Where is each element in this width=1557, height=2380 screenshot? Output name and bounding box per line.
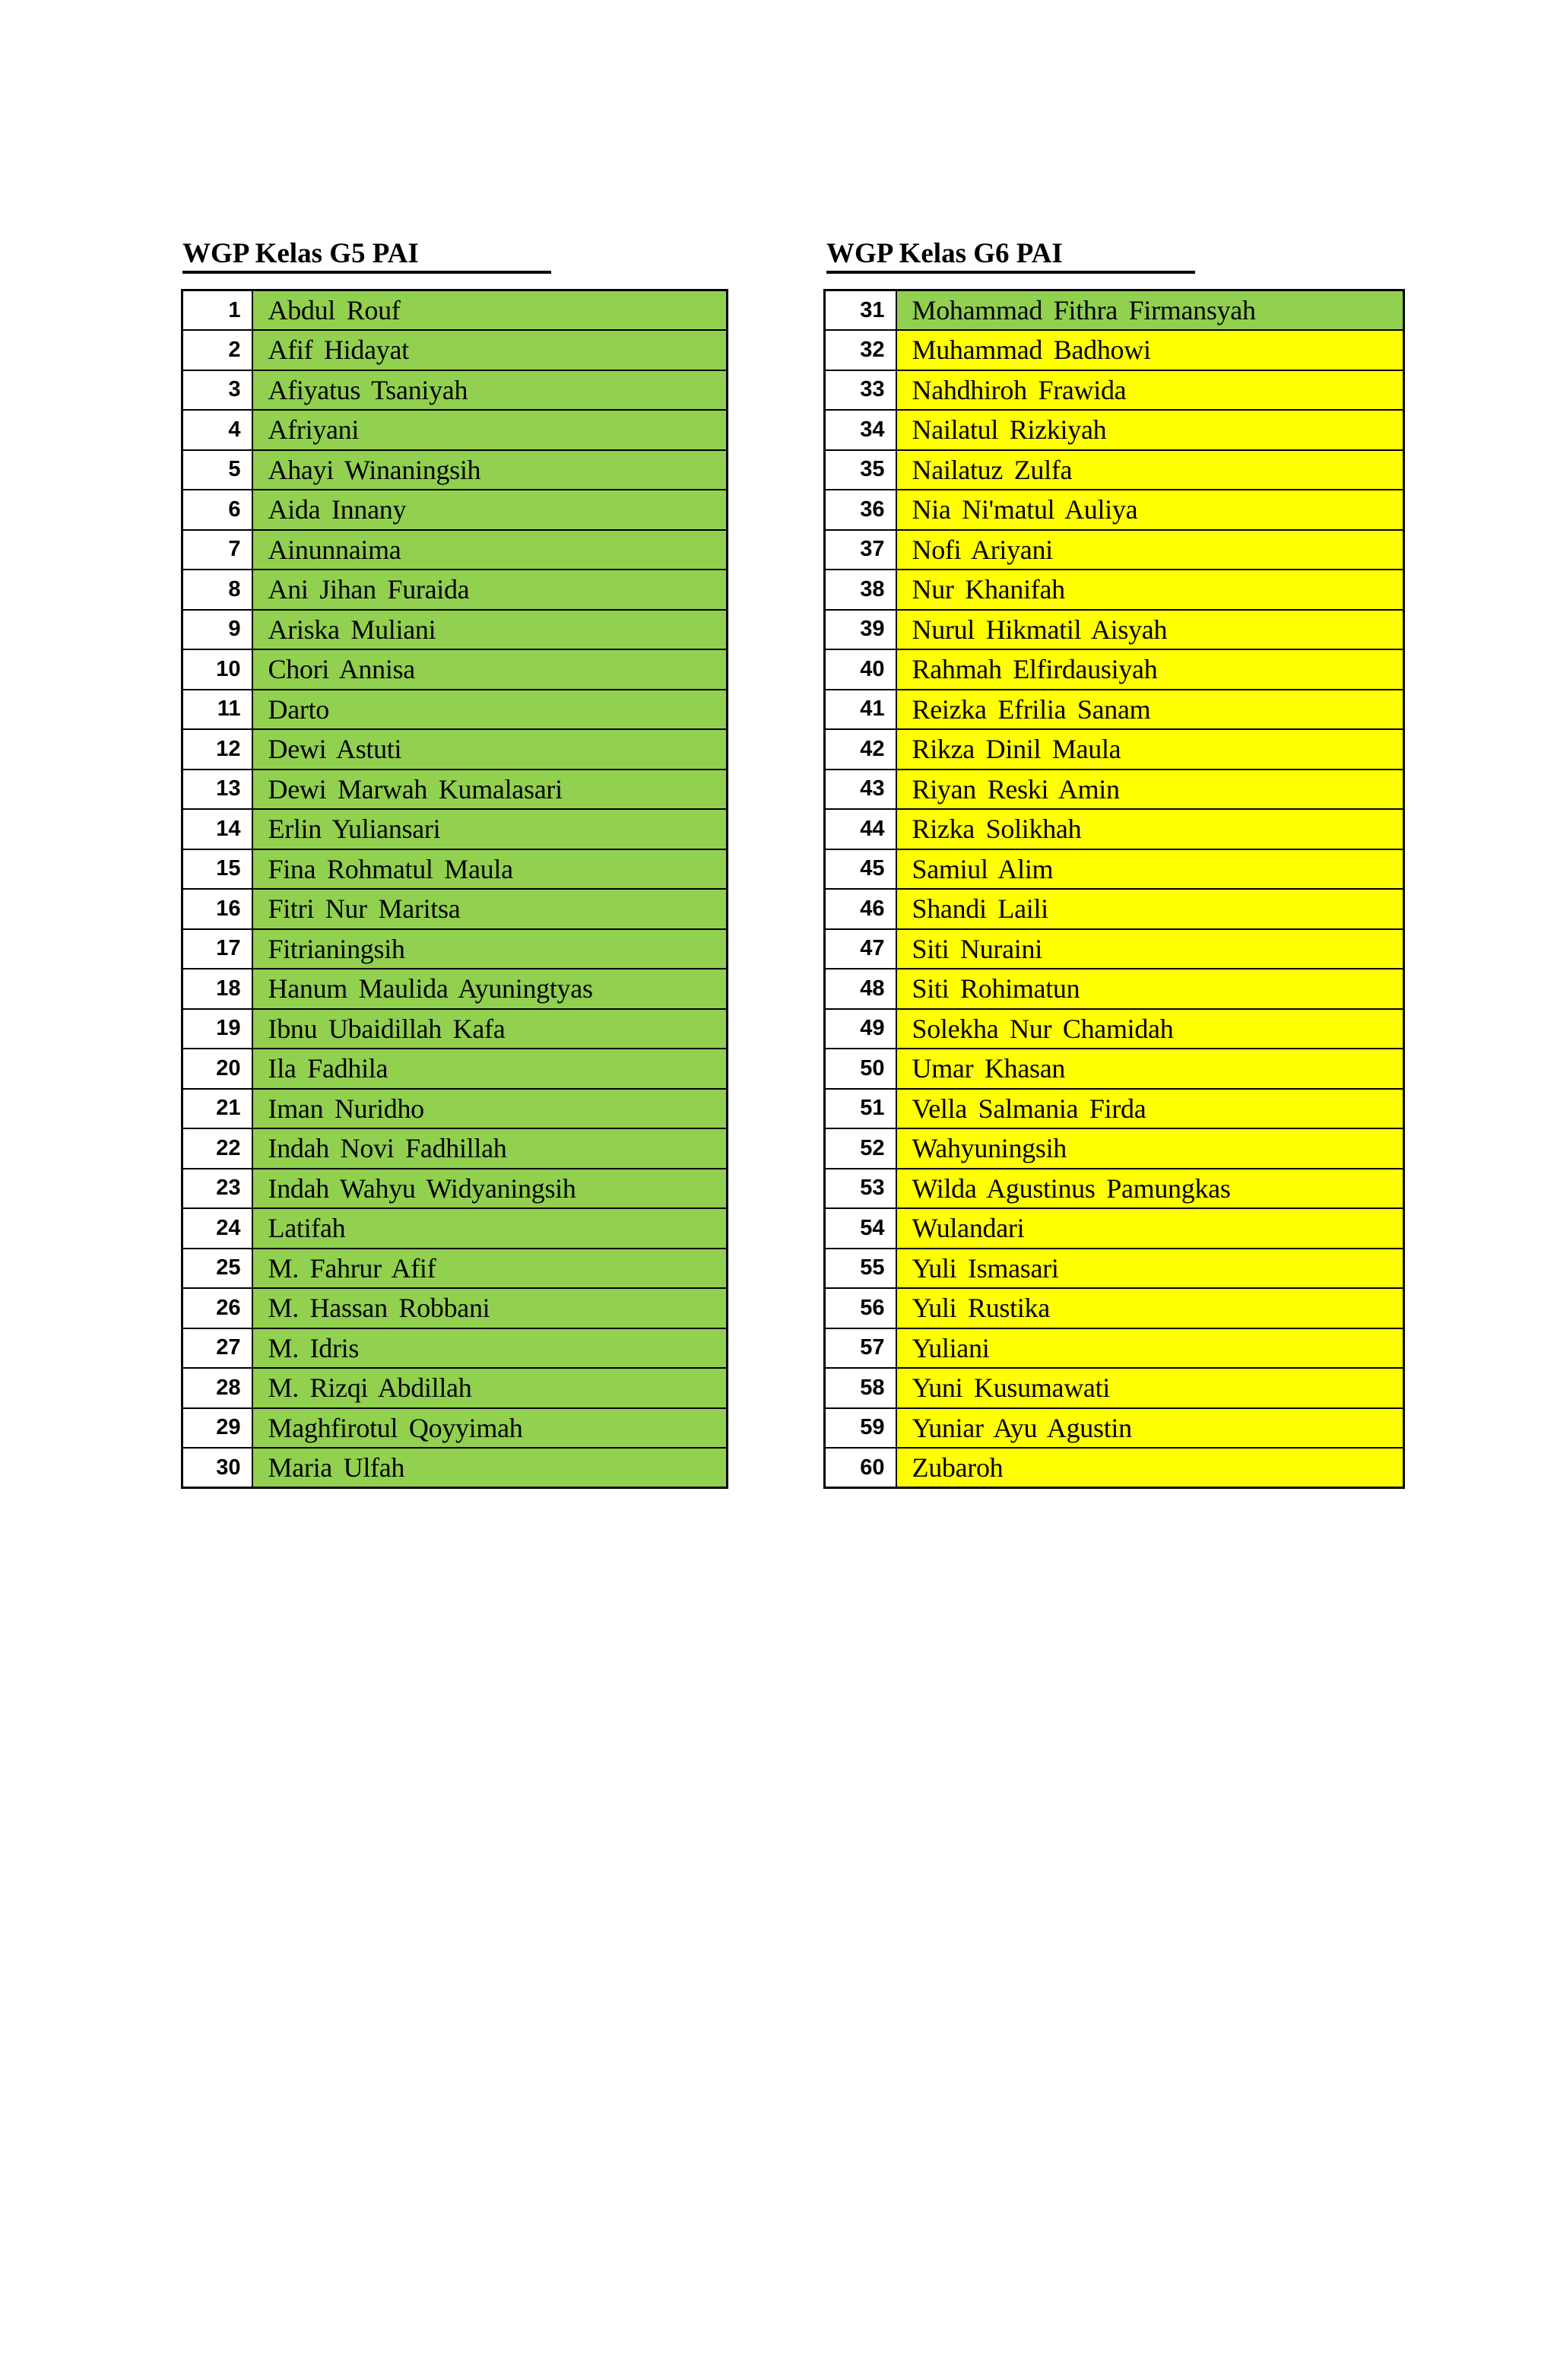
- participant-name: Solekha Nur Chamidah: [896, 1009, 1404, 1049]
- row-number: 28: [182, 1368, 252, 1408]
- row-number: 37: [825, 530, 896, 570]
- row-number: 54: [825, 1208, 896, 1249]
- table-row: [182, 690, 728, 730]
- participant-name: Siti Nuraini: [896, 929, 1404, 969]
- participant-name: Nofi Ariyani: [896, 530, 1404, 570]
- row-number: 13: [182, 770, 252, 810]
- roster-body-g5: [182, 290, 728, 1488]
- table-row: [182, 1049, 728, 1089]
- row-number: 42: [825, 729, 896, 770]
- table-row: [182, 849, 728, 890]
- participant-name: Umar Khasan: [896, 1049, 1404, 1089]
- participant-name: Vella Salmania Firda: [896, 1089, 1404, 1129]
- table-row: [182, 530, 728, 570]
- participant-name: Samiul Alim: [896, 849, 1404, 890]
- row-number: 9: [182, 610, 252, 650]
- table-row: [825, 1128, 1404, 1169]
- table-row: [825, 1328, 1404, 1369]
- table-row: [825, 1249, 1404, 1289]
- roster-table-g5: [181, 289, 728, 1489]
- row-number: 23: [182, 1169, 252, 1209]
- row-number: 49: [825, 1009, 896, 1049]
- row-number: 35: [825, 450, 896, 490]
- table-row: [825, 1408, 1404, 1449]
- row-number: 41: [825, 690, 896, 730]
- table-row: [182, 649, 728, 690]
- participant-name: Yuli Rustika: [896, 1288, 1404, 1328]
- row-number: 53: [825, 1169, 896, 1209]
- table-row: [182, 889, 728, 929]
- participant-name: Aida Innany: [252, 490, 728, 530]
- table-row: [182, 969, 728, 1009]
- row-number: 15: [182, 849, 252, 890]
- row-number: 26: [182, 1288, 252, 1328]
- participant-name: Ainunnaima: [252, 530, 728, 570]
- table-row: [182, 1448, 728, 1488]
- row-number: 58: [825, 1368, 896, 1408]
- row-number: 56: [825, 1288, 896, 1328]
- row-number: 57: [825, 1328, 896, 1369]
- participant-name: Zubaroh: [896, 1448, 1404, 1488]
- participant-name: Fitrianingsih: [252, 929, 728, 969]
- participant-name: Muhammad Badhowi: [896, 330, 1404, 370]
- table-row: [825, 1208, 1404, 1249]
- row-number: 43: [825, 770, 896, 810]
- table-row: [182, 1169, 728, 1209]
- roster-body-g6: [825, 290, 1404, 1488]
- participant-name: Yuni Kusumawati: [896, 1368, 1404, 1408]
- participant-name: Afriyani: [252, 410, 728, 450]
- row-number: 30: [182, 1448, 252, 1488]
- participant-name: Ibnu Ubaidillah Kafa: [252, 1009, 728, 1049]
- participant-name: Yuliani: [896, 1328, 1404, 1369]
- row-number: 6: [182, 490, 252, 530]
- table-row: [182, 1288, 728, 1328]
- participant-name: Riyan Reski Amin: [896, 770, 1404, 810]
- row-number: 27: [182, 1328, 252, 1369]
- table-row: [182, 410, 728, 450]
- table-row: [825, 1368, 1404, 1408]
- participant-name: Abdul Rouf: [252, 290, 728, 331]
- row-number: 33: [825, 370, 896, 411]
- table-row: [825, 770, 1404, 810]
- row-number: 7: [182, 530, 252, 570]
- participant-name: Nur Khanifah: [896, 570, 1404, 610]
- row-number: 2: [182, 330, 252, 370]
- table-row: [825, 1049, 1404, 1089]
- participant-name: Wulandari: [896, 1208, 1404, 1249]
- participant-name: Ahayi Winaningsih: [252, 450, 728, 490]
- row-number: 16: [182, 889, 252, 929]
- table-row: [182, 290, 728, 331]
- class-title-g6: WGP Kelas G6 PAI: [826, 234, 1195, 274]
- table-row: [182, 1368, 728, 1408]
- participant-name: Ila Fadhila: [252, 1049, 728, 1089]
- table-row: [825, 490, 1404, 530]
- participant-name: Afif Hidayat: [252, 330, 728, 370]
- participant-name: Indah Novi Fadhillah: [252, 1128, 728, 1169]
- class-title-g5: WGP Kelas G5 PAI: [182, 234, 551, 274]
- row-number: 51: [825, 1089, 896, 1129]
- table-row: [825, 1089, 1404, 1129]
- row-number: 1: [182, 290, 252, 331]
- row-number: 11: [182, 690, 252, 730]
- participant-name: Chori Annisa: [252, 649, 728, 690]
- row-number: 12: [182, 729, 252, 770]
- table-row: [825, 849, 1404, 890]
- table-row: [182, 1328, 728, 1369]
- table-row: [825, 1169, 1404, 1209]
- table-row: [182, 330, 728, 370]
- row-number: 32: [825, 330, 896, 370]
- participant-name: Nia Ni'matul Auliya: [896, 490, 1404, 530]
- participant-name: Darto: [252, 690, 728, 730]
- table-row: [825, 610, 1404, 650]
- row-number: 20: [182, 1049, 252, 1089]
- row-number: 4: [182, 410, 252, 450]
- table-row: [825, 889, 1404, 929]
- roster-table-g6: [823, 289, 1405, 1489]
- table-row: [825, 410, 1404, 450]
- row-number: 10: [182, 649, 252, 690]
- table-row: [825, 1288, 1404, 1328]
- row-number: 47: [825, 929, 896, 969]
- table-row: [182, 1089, 728, 1129]
- row-number: 40: [825, 649, 896, 690]
- row-number: 22: [182, 1128, 252, 1169]
- participant-name: Rahmah Elfirdausiyah: [896, 649, 1404, 690]
- participant-name: Ariska Muliani: [252, 610, 728, 650]
- participant-name: M. Hassan Robbani: [252, 1288, 728, 1328]
- participant-name: Fina Rohmatul Maula: [252, 849, 728, 890]
- row-number: 48: [825, 969, 896, 1009]
- row-number: 19: [182, 1009, 252, 1049]
- row-number: 3: [182, 370, 252, 411]
- row-number: 38: [825, 570, 896, 610]
- participant-name: Reizka Efrilia Sanam: [896, 690, 1404, 730]
- participant-name: Nahdhiroh Frawida: [896, 370, 1404, 411]
- participant-name: Maria Ulfah: [252, 1448, 728, 1488]
- row-number: 60: [825, 1448, 896, 1488]
- participant-name: Wahyuningsih: [896, 1128, 1404, 1169]
- table-row: [825, 969, 1404, 1009]
- participant-name: Shandi Laili: [896, 889, 1404, 929]
- table-row: [825, 330, 1404, 370]
- table-row: [825, 690, 1404, 730]
- row-number: 24: [182, 1208, 252, 1249]
- participant-name: Yuniar Ayu Agustin: [896, 1408, 1404, 1449]
- table-row: [182, 370, 728, 411]
- participant-name: Dewi Astuti: [252, 729, 728, 770]
- row-number: 39: [825, 610, 896, 650]
- participant-name: M. Fahrur Afif: [252, 1249, 728, 1289]
- table-row: [825, 290, 1404, 331]
- row-number: 46: [825, 889, 896, 929]
- table-row: [825, 1448, 1404, 1488]
- participant-name: Hanum Maulida Ayuningtyas: [252, 969, 728, 1009]
- table-row: [182, 929, 728, 969]
- row-number: 25: [182, 1249, 252, 1289]
- participant-name: Nailatuz Zulfa: [896, 450, 1404, 490]
- table-row: [182, 1208, 728, 1249]
- participant-name: Afiyatus Tsaniyah: [252, 370, 728, 411]
- participant-name: Nurul Hikmatil Aisyah: [896, 610, 1404, 650]
- participant-name: Ani Jihan Furaida: [252, 570, 728, 610]
- row-number: 17: [182, 929, 252, 969]
- row-number: 21: [182, 1089, 252, 1129]
- table-row: [182, 610, 728, 650]
- participant-name: Yuli Ismasari: [896, 1249, 1404, 1289]
- participant-name: Mohammad Fithra Firmansyah: [896, 290, 1404, 331]
- participant-name: Wilda Agustinus Pamungkas: [896, 1169, 1404, 1209]
- participant-name: Iman Nuridho: [252, 1089, 728, 1129]
- participant-name: Nailatul Rizkiyah: [896, 410, 1404, 450]
- table-row: [182, 770, 728, 810]
- participant-name: M. Rizqi Abdillah: [252, 1368, 728, 1408]
- table-row: [182, 729, 728, 770]
- row-number: 55: [825, 1249, 896, 1289]
- row-number: 59: [825, 1408, 896, 1449]
- participant-name: Indah Wahyu Widyaningsih: [252, 1169, 728, 1209]
- table-row: [825, 809, 1404, 849]
- table-row: [182, 1249, 728, 1289]
- table-row: [825, 570, 1404, 610]
- table-row: [825, 729, 1404, 770]
- row-number: 52: [825, 1128, 896, 1169]
- participant-name: Siti Rohimatun: [896, 969, 1404, 1009]
- row-number: 50: [825, 1049, 896, 1089]
- row-number: 8: [182, 570, 252, 610]
- row-number: 44: [825, 809, 896, 849]
- table-row: [825, 649, 1404, 690]
- row-number: 5: [182, 450, 252, 490]
- participant-name: Dewi Marwah Kumalasari: [252, 770, 728, 810]
- table-row: [182, 490, 728, 530]
- table-row: [182, 450, 728, 490]
- table-row: [182, 1128, 728, 1169]
- table-row: [825, 1009, 1404, 1049]
- row-number: 31: [825, 290, 896, 331]
- table-row: [825, 530, 1404, 570]
- table-row: [182, 809, 728, 849]
- participant-name: Latifah: [252, 1208, 728, 1249]
- participant-name: Rizka Solikhah: [896, 809, 1404, 849]
- row-number: 34: [825, 410, 896, 450]
- table-row: [825, 450, 1404, 490]
- table-row: [825, 929, 1404, 969]
- table-row: [182, 1009, 728, 1049]
- row-number: 36: [825, 490, 896, 530]
- participant-name: Maghfirotul Qoyyimah: [252, 1408, 728, 1449]
- row-number: 18: [182, 969, 252, 1009]
- row-number: 29: [182, 1408, 252, 1449]
- row-number: 45: [825, 849, 896, 890]
- participant-name: Rikza Dinil Maula: [896, 729, 1404, 770]
- participant-name: Fitri Nur Maritsa: [252, 889, 728, 929]
- table-row: [825, 370, 1404, 411]
- participant-name: M. Idris: [252, 1328, 728, 1369]
- table-row: [182, 570, 728, 610]
- table-row: [182, 1408, 728, 1449]
- participant-name: Erlin Yuliansari: [252, 809, 728, 849]
- row-number: 14: [182, 809, 252, 849]
